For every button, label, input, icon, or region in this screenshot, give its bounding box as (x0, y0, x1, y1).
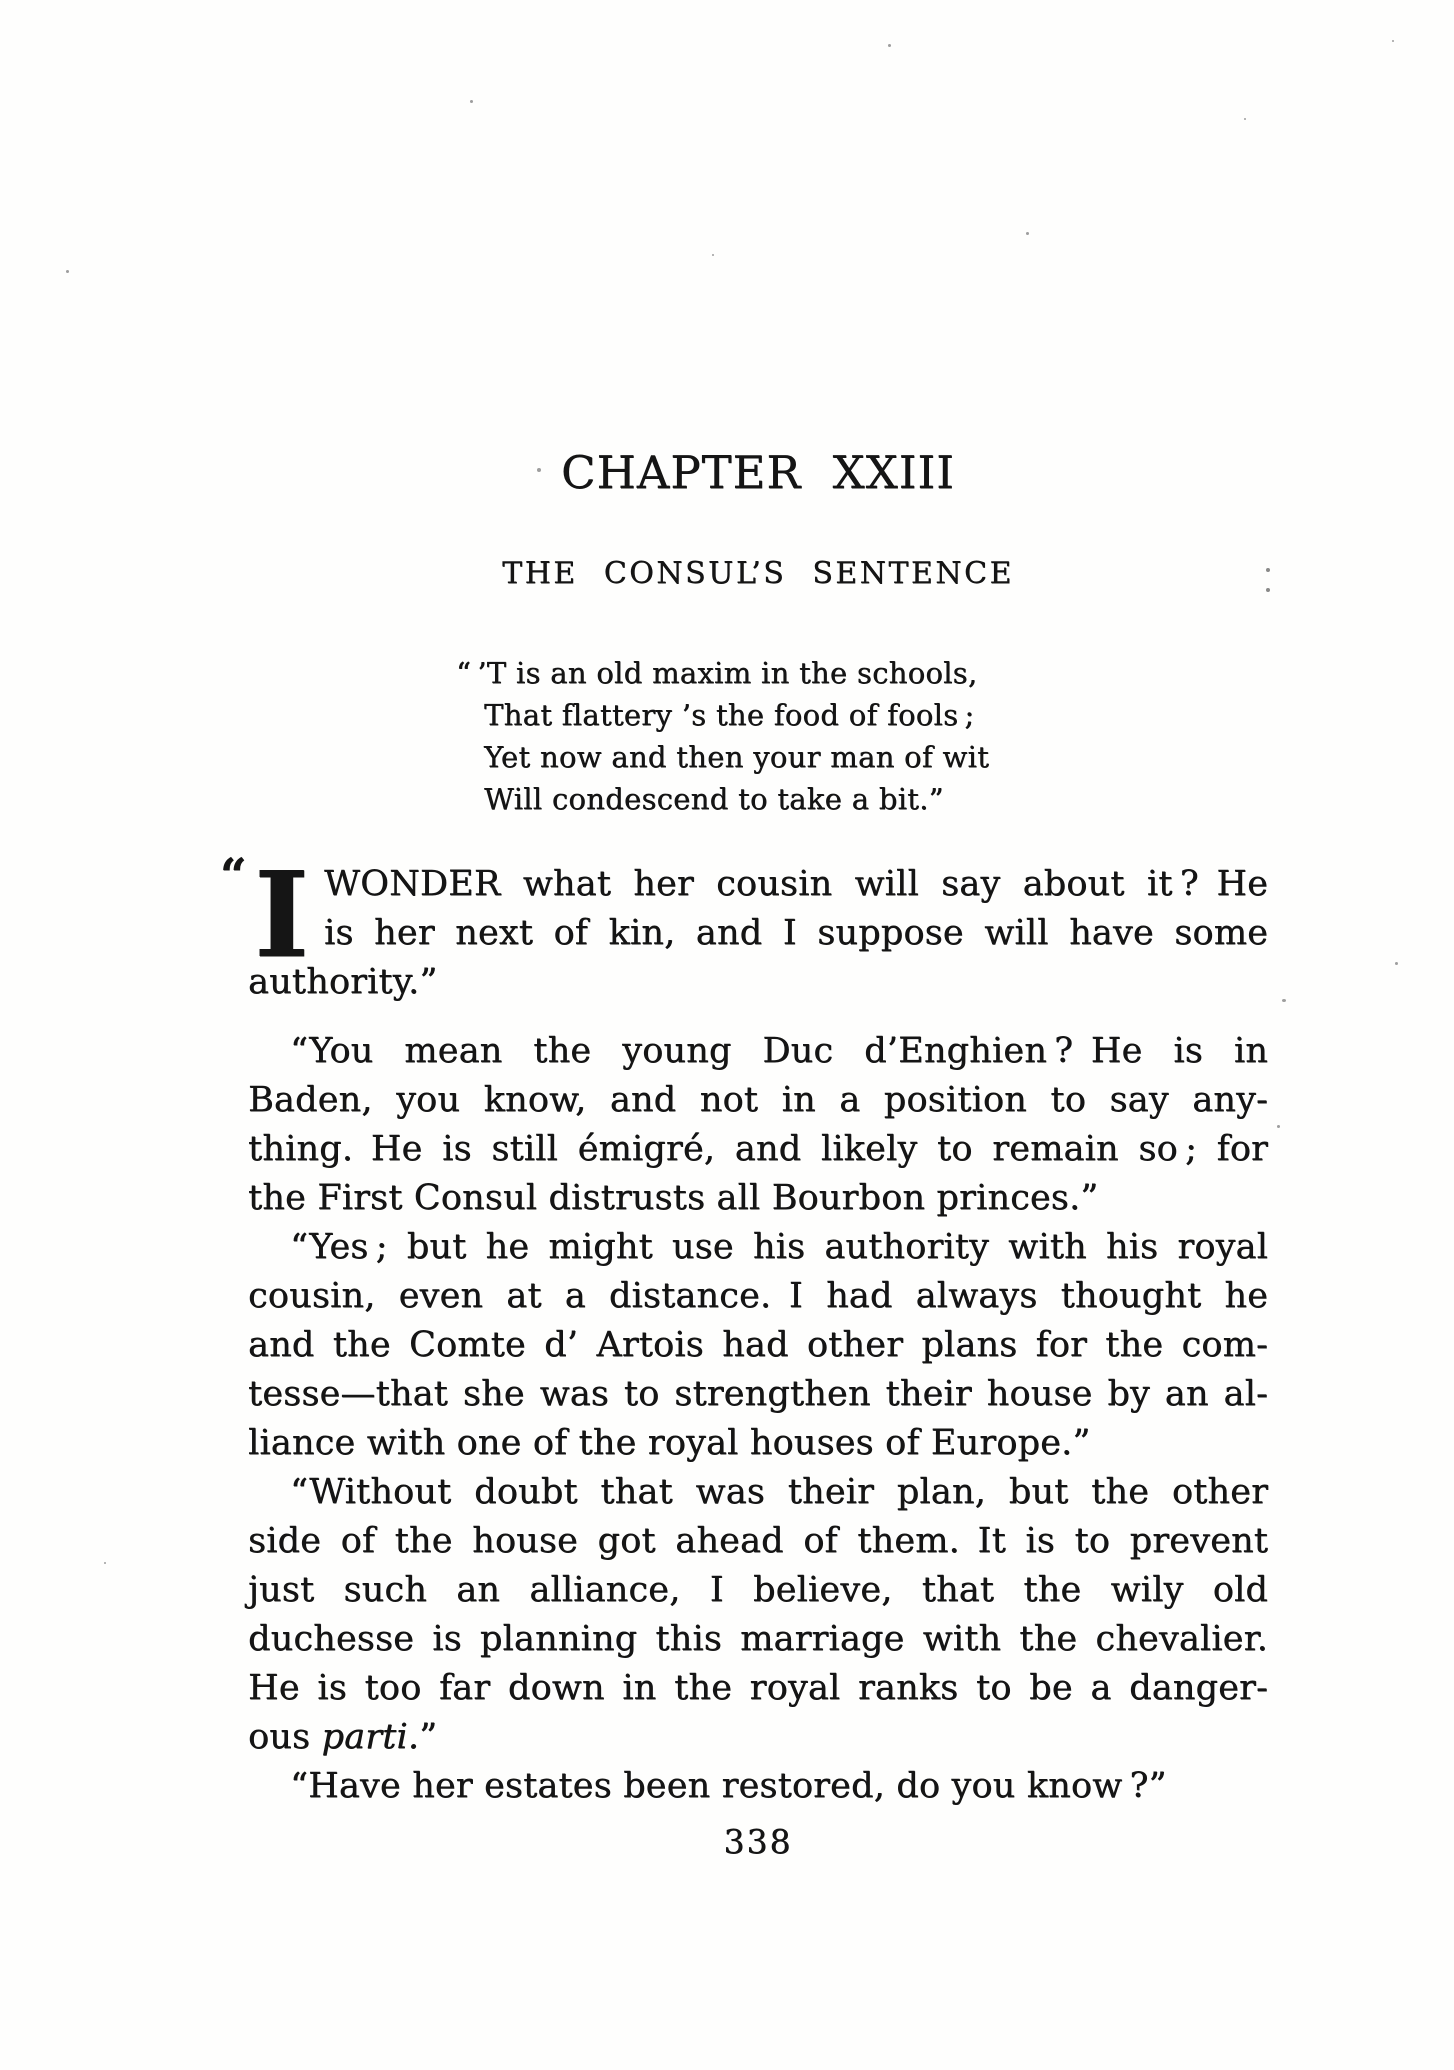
text-line: “Yes ; but he might use his authority with his royal (290, 1227, 1268, 1267)
text-line (248, 1713, 1268, 1762)
open-quote-mark: “ (220, 848, 245, 902)
scan-speck (104, 1562, 106, 1564)
paragraph (248, 1027, 1268, 1223)
text-line: “Without doubt that was their plan, but the other (290, 1472, 1268, 1512)
scan-speck (1282, 999, 1286, 1002)
paragraph (220, 845, 1268, 1007)
scan-speck (712, 254, 714, 256)
paragraph (248, 1223, 1268, 1468)
text-segment: ous (248, 1717, 322, 1757)
text-line: and the Comte d’ Artois had other plans for the com- (248, 1325, 1268, 1365)
text-line: Will condescend to take a bit.” (484, 782, 944, 816)
paragraph (248, 1762, 1268, 1811)
text-line: is her next of kin, and I suppose will have some (324, 913, 1268, 953)
text-line: duchesse is planning this marriage with the chevalier. (248, 1619, 1268, 1659)
text-segment: ” (419, 1717, 438, 1757)
scan-speck (1244, 118, 1246, 120)
text-line: cousin, even at a distance. I had always thought he (248, 1276, 1268, 1316)
scan-speck (888, 44, 891, 47)
chapter-heading: CHAPTER XXIII (561, 446, 955, 499)
scan-speck (1277, 1125, 1280, 1128)
chapter-subtitle: THE CONSUL’S SENTENCE (502, 556, 1014, 591)
drop-cap (220, 845, 324, 984)
text-line: That flattery ’s the food of fools ; (484, 698, 975, 732)
text-line: Baden, you know, and not in a position to say any- (248, 1080, 1268, 1120)
text-line: “Have her estates been restored, do you know ?” (290, 1766, 1167, 1806)
body-text (220, 845, 1268, 1811)
text-line: WONDER what her cousin will say about it ? He (324, 864, 1268, 904)
paragraph (248, 1468, 1268, 1762)
text-line: side of the house got ahead of them. It is to prevent (248, 1521, 1268, 1561)
text-line: the First Consul distrusts all Bourbon princes.” (248, 1178, 1099, 1218)
italic-text: parti. (321, 1717, 420, 1757)
epigraph-verse (456, 652, 1064, 820)
text-line: Yet now and then your man of wit (484, 740, 990, 774)
text-line: tesse—that she was to strengthen their house by an al- (248, 1374, 1268, 1414)
scan-speck (470, 100, 473, 103)
text-line: authority.” (248, 962, 438, 1002)
text-line: just such an alliance, I believe, that the wily old (248, 1570, 1268, 1610)
text-line: thing. He is still émigré, and likely to remain so ; for (248, 1129, 1268, 1169)
scan-speck (1026, 232, 1029, 235)
text-line: “You mean the young Duc d’Enghien ? He is in (290, 1031, 1268, 1071)
drop-cap-letter: I (254, 845, 310, 984)
text-line: He is too far down in the royal ranks to be a danger- (248, 1668, 1268, 1708)
scan-speck (66, 270, 69, 273)
scan-speck (1392, 40, 1394, 42)
text-line: “ ’T is an old maxim in the schools, (456, 656, 978, 690)
text-line: liance with one of the royal houses of Europe.” (248, 1423, 1091, 1463)
scan-speck (1395, 962, 1398, 965)
page-number: 338 (723, 1822, 793, 1861)
